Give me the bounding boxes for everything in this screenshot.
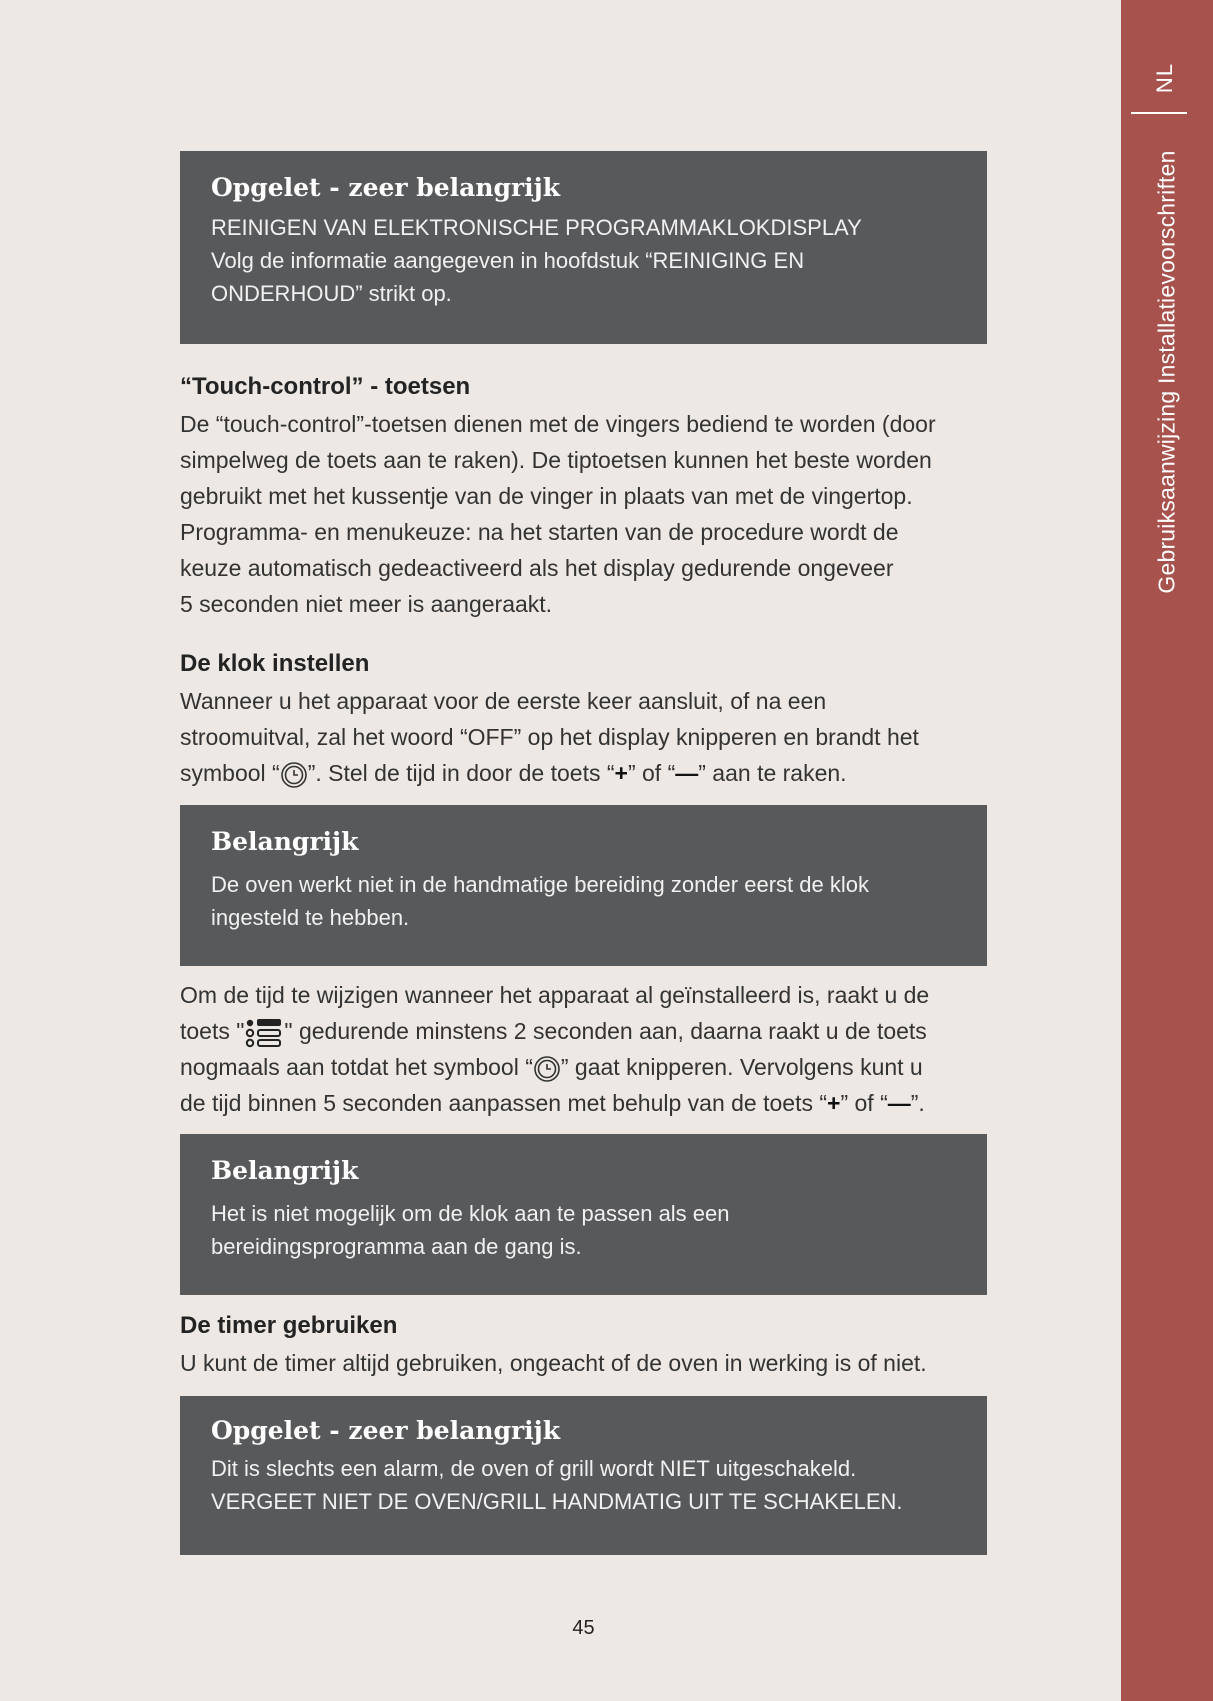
- note-title: Opgelet - zeer belangrijk: [211, 173, 561, 202]
- clock-icon: [533, 1055, 561, 1083]
- heading-clock-setting: De klok instellen: [180, 650, 370, 677]
- menu-icon: [244, 1018, 284, 1048]
- note-important-clock: [180, 805, 987, 966]
- note-title: Opgelet - zeer belangrijk: [211, 1416, 561, 1445]
- note-title: Belangrijk: [211, 1156, 359, 1185]
- plus-symbol: +: [827, 1090, 841, 1116]
- paragraph-clock-setting: Wanneer u het apparaat voor de eerste keer aansluit, of na een stroomuitval, zal het woord “OFF” op het display knipperen en brandt het symbool “ ”. Stel de tijd in door de toets “+” of “—” aan te raken.: [180, 683, 1000, 791]
- note-body: De oven werkt niet in de handmatige bereiding zonder eerst de klok ingesteld te hebben.: [211, 872, 869, 930]
- sidebar-title: Gebruiksaanwijzing Installatievoorschriften: [1153, 150, 1180, 594]
- note-important-program: [180, 1134, 987, 1295]
- minus-symbol: —: [675, 760, 699, 786]
- clock-icon: [280, 761, 308, 789]
- page-number: 45: [572, 1617, 595, 1639]
- note-warning-timer: [180, 1396, 987, 1555]
- note-title: Belangrijk: [211, 827, 359, 856]
- note-body: REINIGEN VAN ELEKTRONISCHE PROGRAMMAKLOKDISPLAY Volg de informatie aangegeven in hoofdstuk “REINIGING EN ONDERHOUD” strikt op.: [211, 215, 862, 306]
- paragraph-change-time: Om de tijd te wijzigen wanneer het apparaat al geïnstalleerd is, raakt u de toets " " gedurende minstens 2 seconden aan, daarna raakt u de toets nogmaals aan totdat het symbool “ ” gaat knipperen. Vervolgens kunt u de tijd binnen 5 seconden aanpassen met behulp van de toets “+” of “—”.: [180, 982, 930, 1116]
- plus-symbol: +: [614, 760, 628, 786]
- minus-symbol: —: [887, 1090, 911, 1116]
- note-body: Het is niet mogelijk om de klok aan te passen als een bereidingsprogramma aan de gang is.: [211, 1201, 730, 1259]
- note-body: Dit is slechts een alarm, de oven of grill wordt NIET uitgeschakeld. VERGEET NIET DE OVEN/GRILL HANDMATIG UIT TE SCHAKELEN.: [211, 1456, 903, 1514]
- sidebar-divider: [1131, 112, 1187, 114]
- heading-timer: De timer gebruiken: [180, 1312, 398, 1339]
- language-label: NL: [1152, 62, 1177, 94]
- paragraph-timer: U kunt de timer altijd gebruiken, ongeacht of de oven in werking is of niet.: [180, 1350, 927, 1376]
- paragraph-touch-control: De “touch-control”-toetsen dienen met de vingers bediend te worden (door simpelweg de toets aan te raken). De tiptoetsen kunnen het beste worden gebruikt met het kussentje van de vinger in plaats van met de vingertop. Programma- en menukeuze: na het starten van de procedure wordt de keuze automatisch gedeactiveerd als het display gedurende ongeveer 5 seconden niet meer is aangeraakt.: [180, 411, 936, 617]
- heading-touch-control: “Touch-control” - toetsen: [180, 373, 471, 400]
- note-warning-cleaning: [180, 151, 987, 344]
